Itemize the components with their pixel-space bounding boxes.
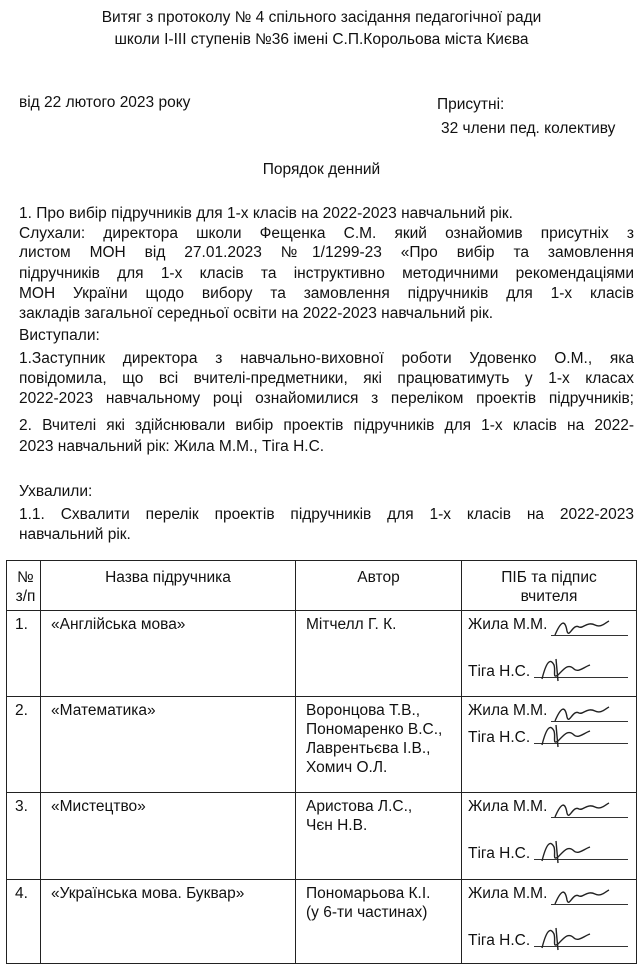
textbook-authors [296,880,462,964]
signature-line [468,615,636,635]
spoke-line: 2022-2023 навчальному році ознайомилися з переліком проектів підручників; [19,390,634,407]
textbook-table [6,560,637,964]
signature-mark [534,839,628,860]
teacher-name: Тіга Н.С. [468,663,531,680]
row-number: 2. [7,697,41,793]
signature-mark [551,797,628,818]
heard-line: підручників для 1-х класів та інструктивно методичними рекомендаціями [19,265,634,282]
textbook-title: «Англійська мова» [41,611,296,697]
table-row [7,611,637,697]
document-title-line-2: школи І-ІІІ ступенів №36 імені С.П.Корольова міста Києва [114,31,529,48]
spoke-line: повідомила, що всі вчителі-предметники, які працюватимуть у 1-х класах [19,370,634,387]
author-name: Воронцова Т.В., [306,702,421,719]
author-name: Пономаренко В.С., [306,721,443,738]
teacher-name: Жила М.М. [468,616,548,633]
row-number: 3. [7,793,41,880]
author-name: Чєн Н.В. [306,817,368,834]
signature-mark [534,657,628,678]
teacher-name: Тіга Н.С. [468,729,531,746]
header-number-line: з/п [15,588,36,605]
author-name: (у 6-ти частинах) [306,904,428,921]
signature-mark [534,723,628,744]
header-signature-line: ПІБ та підпис [501,569,597,586]
heard-line: закладів загальної середньої освіти на 2022-2023 навчальний рік. [19,305,494,322]
signature-mark [551,884,628,905]
heard-line: листом МОН від 27.01.2023 №1/1299-23 «Про вибір та замовлення [19,244,634,261]
author-name: Аристова Л.С., [306,798,413,815]
author-name: Пономарьова К.І. [306,885,431,902]
heard-line: Слухали: директора школи Фещенка С.М. який ознайомив присутніх з [19,225,634,242]
teacher-name: Жила М.М. [468,885,548,902]
header-title-text: Назва підручника [105,569,231,586]
table-row [7,697,637,793]
spoke-line: 2. Вчителі які здійснювали вибір проектів підручників для 1-х класів на 2022- [19,417,634,434]
document-title-line-1: Витяг з протоколу № 4 спільного засідання педагогічної ради [101,9,542,26]
signature-line [468,701,636,721]
textbook-authors [296,611,462,697]
row-number: 4. [7,880,41,964]
signature-line [468,635,636,681]
spoke-label: Виступали: [19,327,100,344]
agenda-item-1: 1. Про вибір підручників для 1-х класів на 2022-2023 навчальний рік. [19,205,513,222]
teacher-signatures [462,793,637,880]
table-row [7,880,637,964]
textbook-title: «Мистецтво» [41,793,296,880]
signature-line [468,721,636,747]
header-signature [462,561,637,611]
teacher-name: Жила М.М. [468,798,548,815]
header-signature-line: вчителя [520,588,578,605]
teacher-name: Жила М.М. [468,702,548,719]
author-name: Лаврентьєва І.В., [306,740,431,757]
author-name: Мітчелл Г. К. [306,616,397,633]
heard-line: МОН України щодо вибору та замовлення підручників для 1-х класів [19,285,634,302]
agenda-heading: Порядок денний [262,161,381,178]
resolved-line: навчальний рік. [19,526,131,543]
signature-line [468,904,636,950]
signature-mark [551,615,628,636]
textbook-authors [296,697,462,793]
spoke-line: 2023 навчальний рік: Жила М.М., Тіга Н.С. [19,438,325,455]
row-number: 1. [7,611,41,697]
table-header-row [7,561,637,611]
teacher-name: Тіга Н.С. [468,932,531,949]
signature-line [468,817,636,863]
resolved-label: Ухвалили: [19,483,93,500]
header-title [41,561,296,611]
spoke-line: 1.Заступник директора з навчально-виховної роботи Удовенко О.М., яка [19,350,634,367]
header-number-line: № [17,569,34,586]
author-name: Хомич О.Л. [306,759,388,776]
header-number [7,561,41,611]
present-label: Присутні: [437,96,505,113]
textbook-title: «Математика» [41,697,296,793]
header-author [296,561,462,611]
teacher-signatures [462,611,637,697]
present-count: 32 члени пед. колективу [441,120,616,137]
teacher-signatures [462,697,637,793]
teacher-signatures [462,880,637,964]
textbook-title: «Українська мова. Буквар» [41,880,296,964]
teacher-name: Тіга Н.С. [468,845,531,862]
header-author-text: Автор [357,569,400,586]
resolved-line: 1.1. Схвалити перелік проектів підручників для 1-х класів на 2022-2023 [19,506,634,523]
signature-mark [534,926,628,947]
signature-line [468,797,636,817]
meeting-date: від 22 лютого 2023 року [19,94,191,111]
signature-line [468,884,636,904]
textbook-authors [296,793,462,880]
table-row [7,793,637,880]
